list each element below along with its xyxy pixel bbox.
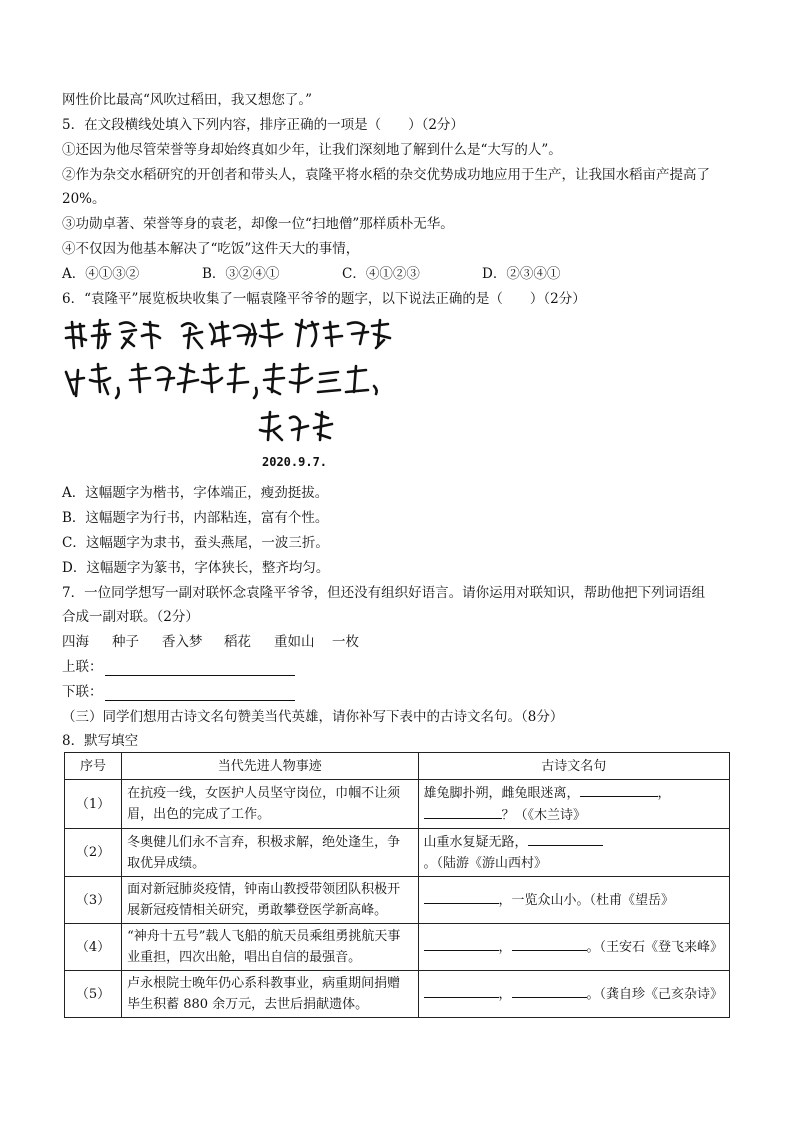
header-poem: 古诗文名句 <box>418 753 729 780</box>
q7-words <box>62 633 372 651</box>
q5-item-3: ③功勋卓著、荣誉等身的袁老，却像一位“扫地僧”那样质朴无华。 <box>62 216 454 232</box>
row-event: 卢永根院士晚年仍心系科教事业，病重期间捐赠毕生积蓄 880 余万元，去世后捐献遗体。 <box>122 971 418 1018</box>
q7-lower-label: 下联： <box>62 684 103 700</box>
table-row <box>65 829 730 877</box>
row-poem <box>418 780 729 829</box>
q5-stem: 5．在文段横线处填入下列内容，排序正确的一项是（ ）（2分） <box>62 117 464 133</box>
poem-text: ， <box>657 786 671 801</box>
answer-blank[interactable] <box>528 831 603 846</box>
calligraphy-drawing <box>62 314 422 474</box>
table-row <box>65 877 730 924</box>
row-num: （4） <box>65 924 122 971</box>
row-num: （5） <box>65 971 122 1018</box>
q6-stem: 6．“袁隆平”展览板块收集了一幅袁隆平爷爷的题字，以下说法正确的是（ ）（2分） <box>62 291 586 307</box>
row-event: 在抗疫一线，女医护人员坚守岗位，巾帼不让须眉，出色的完成了工作。 <box>122 780 418 829</box>
answer-blank[interactable] <box>512 983 587 998</box>
q5-item-2: ②作为杂交水稻研究的开创者和带头人，袁隆平将水稻的杂交优势成功地应用于生产，让我国水稻亩产提高了 <box>62 167 710 183</box>
q5-option-d[interactable]: D．②③④① <box>482 266 561 282</box>
q7-word: 香入梦 <box>162 634 203 650</box>
calligraphy-date: 2020.9.7. <box>262 455 328 469</box>
table-row <box>65 780 730 829</box>
q7-word: 重如山 <box>274 634 315 650</box>
answer-blank[interactable] <box>424 804 502 819</box>
answer-blank[interactable] <box>424 983 499 998</box>
section3-heading: （三）同学们想用古诗文名句赞美当代英雄，请你补写下表中的古诗文名句。（8分） <box>62 709 564 725</box>
poem-text: 山重水复疑无路， <box>423 835 528 850</box>
q6-option-a[interactable]: A．这幅题字为楷书，字体端正，瘦劲挺拔。 <box>62 485 329 501</box>
row-event: “神舟十五号”载人飞船的航天员乘组勇挑航天事业重担，四次出舱，唱出自信的最强音。 <box>122 924 418 971</box>
poem-table <box>64 752 730 1018</box>
q5-item-1: ①还因为他尽管荣誉等身却始终真如少年，让我们深刻地了解到什么是“大写的人”。 <box>62 142 562 158</box>
q8-title: 8．默写填空 <box>62 733 139 749</box>
answer-blank[interactable] <box>512 936 587 951</box>
poem-text: ， <box>498 940 512 955</box>
q7-upper-label: 上联： <box>62 659 103 675</box>
q7-stem-line1: 7．一位同学想写一副对联怀念袁隆平爷爷，但还没有组织好语言。请你运用对联知识，帮助他把下列词语组 <box>62 585 706 601</box>
top-line: 网性价比最高“风吹过稻田，我又想您了。” <box>62 92 313 108</box>
row-num: （1） <box>65 780 122 829</box>
row-num: （2） <box>65 829 122 877</box>
q6-option-d[interactable]: D．这幅题字为篆书，字体狭长，整齐均匀。 <box>62 560 330 576</box>
table-row <box>65 924 730 971</box>
q5-option-b[interactable]: B．③②④① <box>202 266 280 282</box>
row-num: （3） <box>65 877 122 924</box>
poem-text: 。（陆游《游山西村》 <box>423 856 548 871</box>
row-poem <box>418 877 729 924</box>
q6-option-b[interactable]: B．这幅题字为行书，内部粘连，富有个性。 <box>62 510 329 526</box>
row-event: 冬奥健儿们永不言弃，积极求解，绝处逢生，争取优异成绩。 <box>122 829 418 877</box>
header-event: 当代先进人物事迹 <box>122 753 418 780</box>
row-event: 面对新冠肺炎疫情，钟南山教授带领团队积极开展新冠疫情相关研究，勇敢攀登医学新高峰。 <box>122 877 418 924</box>
q7-word: 稻花 <box>224 634 251 650</box>
q5-item-2-cont: 20%。 <box>62 191 106 207</box>
row-poem <box>418 971 729 1018</box>
q7-word: 四海 <box>62 634 89 650</box>
header-num: 序号 <box>65 753 122 780</box>
q7-lower-couplet <box>62 683 295 701</box>
poem-text: ，一览众山小。（杜甫《望岳》 <box>498 893 675 908</box>
table-row <box>65 971 730 1018</box>
poem-text: 。（王安石《登飞来峰》 <box>586 940 724 955</box>
row-poem <box>418 829 729 877</box>
row-poem <box>418 924 729 971</box>
poem-text: 。（龚自珍《己亥杂诗》 <box>586 987 724 1002</box>
calligraphy-image <box>62 314 422 474</box>
q7-upper-couplet <box>62 658 295 676</box>
q5-options <box>62 265 622 283</box>
answer-blank[interactable] <box>580 782 658 797</box>
q5-item-4: ④不仅因为他基本解决了“吃饭”这件天大的事情， <box>62 241 360 257</box>
answer-blank[interactable] <box>424 936 499 951</box>
q6-option-c[interactable]: C．这幅题字为隶书，蚕头燕尾，一波三折。 <box>62 535 329 551</box>
q5-option-a[interactable]: A．④①③② <box>62 266 140 282</box>
q7-word: 种子 <box>112 634 139 650</box>
q7-stem-line2: 合成一副对联。（2分） <box>62 609 199 625</box>
poem-text: ， <box>498 987 512 1002</box>
q7-lower-blank[interactable] <box>105 686 295 701</box>
answer-blank[interactable] <box>424 889 499 904</box>
q5-option-c[interactable]: C．④①②③ <box>342 266 420 282</box>
table-header-row <box>65 753 730 780</box>
poem-text: 雄兔脚扑朔，雌兔眼迷离， <box>423 786 580 801</box>
poem-text: ？（《木兰诗》 <box>501 808 587 823</box>
q7-word: 一枚 <box>332 634 359 650</box>
q7-upper-blank[interactable] <box>105 661 295 676</box>
